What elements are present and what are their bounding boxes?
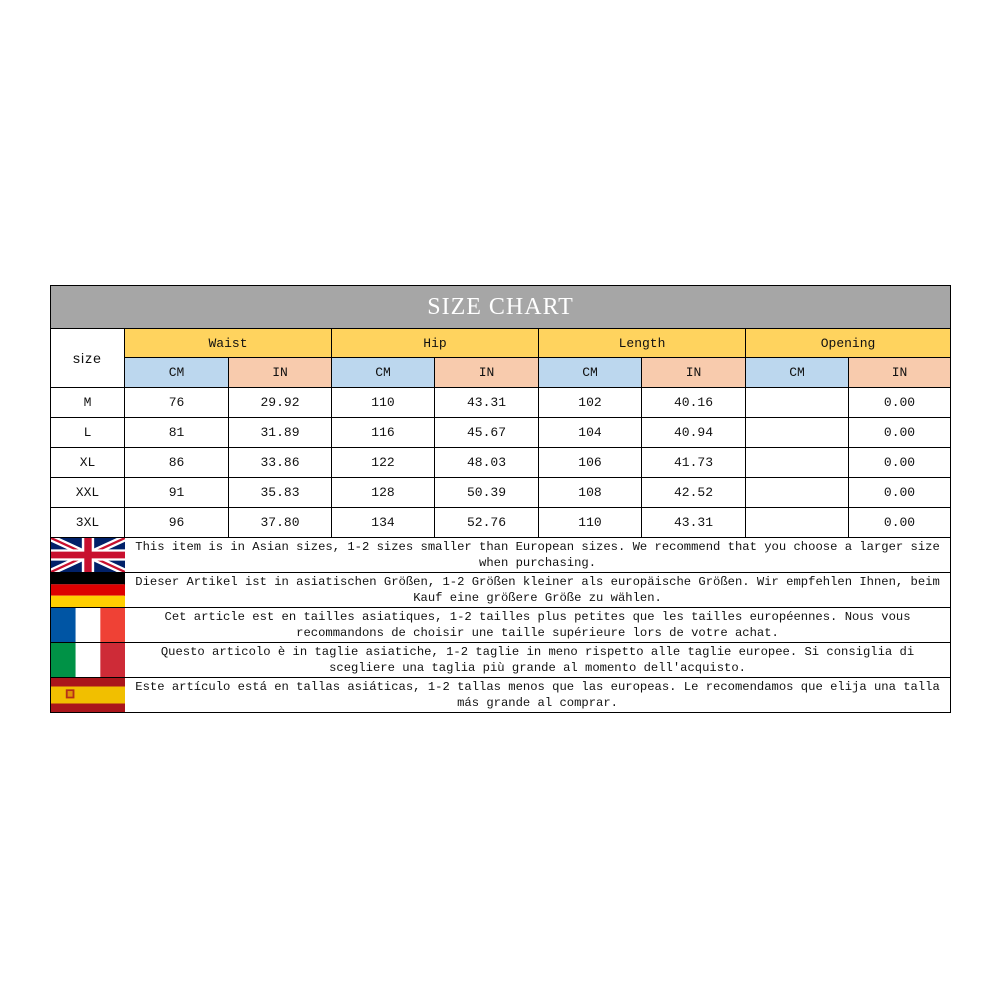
opening-cm-cell	[746, 508, 849, 538]
spain-flag-icon	[51, 678, 125, 713]
opening-cm-cell	[746, 418, 849, 448]
hip-in-cell: 50.39	[435, 478, 539, 508]
uk-flag-icon	[51, 538, 125, 573]
opening-in-cell: 0.00	[849, 478, 951, 508]
length-in-cell: 40.94	[642, 418, 746, 448]
size-cell: 3XL	[51, 508, 125, 538]
table-row	[51, 448, 951, 478]
length-in-cell: 43.31	[642, 508, 746, 538]
opening-cm-cell	[746, 478, 849, 508]
hip-header: Hip	[332, 329, 539, 358]
table-row	[51, 478, 951, 508]
length-cm-cell: 108	[539, 478, 642, 508]
opening-cm-cell	[746, 388, 849, 418]
length-in-cell: 41.73	[642, 448, 746, 478]
waist-cm-cell: 96	[125, 508, 229, 538]
table-row	[51, 418, 951, 448]
hip-cm-cell: 122	[332, 448, 435, 478]
france-flag-icon	[51, 608, 125, 643]
table-row	[51, 388, 951, 418]
note-row-italian	[51, 643, 951, 678]
size-cell: XXL	[51, 478, 125, 508]
opening-cm-cell	[746, 448, 849, 478]
waist-in-cell: 33.86	[229, 448, 332, 478]
opening-in-cell: 0.00	[849, 418, 951, 448]
note-row-german	[51, 573, 951, 608]
note-row-english	[51, 538, 951, 573]
waist-cm-cell: 91	[125, 478, 229, 508]
opening-in-cell: 0.00	[849, 388, 951, 418]
note-row-spanish	[51, 678, 951, 713]
hip-cm-cell: 116	[332, 418, 435, 448]
waist-cm-cell: 86	[125, 448, 229, 478]
waist-in-cell: 29.92	[229, 388, 332, 418]
waist-in-cell: 31.89	[229, 418, 332, 448]
table-row	[51, 508, 951, 538]
opening-in-cell: 0.00	[849, 508, 951, 538]
hip-cm-cell: 110	[332, 388, 435, 418]
opening-in-cell: 0.00	[849, 448, 951, 478]
note-text-italian: Questo articolo è in taglie asiatiche, 1-2 taglie in meno rispetto alle taglie europee. Si consiglia di scegliere una taglia più grande al momento dell'acquisto.	[125, 643, 951, 678]
length-in-cell: 40.16	[642, 388, 746, 418]
hip-cm-header: CM	[332, 358, 435, 388]
waist-header: Waist	[125, 329, 332, 358]
length-in-cell: 42.52	[642, 478, 746, 508]
hip-in-cell: 45.67	[435, 418, 539, 448]
size-cell: XL	[51, 448, 125, 478]
length-cm-cell: 104	[539, 418, 642, 448]
hip-in-cell: 43.31	[435, 388, 539, 418]
note-text-english: This item is in Asian sizes, 1-2 sizes smaller than European sizes. We recommend that you choose a larger size when purchasing.	[125, 538, 951, 573]
opening-header: Opening	[746, 329, 951, 358]
hip-in-cell: 52.76	[435, 508, 539, 538]
note-row-french	[51, 608, 951, 643]
length-cm-header: CM	[539, 358, 642, 388]
hip-in-header: IN	[435, 358, 539, 388]
hip-in-cell: 48.03	[435, 448, 539, 478]
size-cell: M	[51, 388, 125, 418]
size-chart-table	[50, 285, 951, 713]
size-column-header: size	[51, 329, 125, 388]
note-text-french: Cet article est en tailles asiatiques, 1-2 tailles plus petites que les tailles européennes. Nous vous recommandons de choisir une taille supérieure lors de votre achat.	[125, 608, 951, 643]
chart-title: SIZE CHART	[51, 286, 951, 329]
opening-cm-header: CM	[746, 358, 849, 388]
note-text-spanish: Este artículo está en tallas asiáticas, 1-2 tallas menos que las europeas. Le recomendamos que elija una talla más grande al comprar.	[125, 678, 951, 713]
note-text-german: Dieser Artikel ist in asiatischen Größen, 1-2 Größen kleiner als europäische Größen. Wir empfehlen Ihnen, beim Kauf eine größere Größe zu wählen.	[125, 573, 951, 608]
waist-cm-cell: 81	[125, 418, 229, 448]
italy-flag-icon	[51, 643, 125, 678]
waist-in-cell: 35.83	[229, 478, 332, 508]
length-cm-cell: 102	[539, 388, 642, 418]
hip-cm-cell: 134	[332, 508, 435, 538]
opening-in-header: IN	[849, 358, 951, 388]
length-cm-cell: 106	[539, 448, 642, 478]
length-in-header: IN	[642, 358, 746, 388]
waist-in-cell: 37.80	[229, 508, 332, 538]
size-cell: L	[51, 418, 125, 448]
length-cm-cell: 110	[539, 508, 642, 538]
waist-cm-header: CM	[125, 358, 229, 388]
waist-in-header: IN	[229, 358, 332, 388]
waist-cm-cell: 76	[125, 388, 229, 418]
length-header: Length	[539, 329, 746, 358]
germany-flag-icon	[51, 573, 125, 608]
hip-cm-cell: 128	[332, 478, 435, 508]
